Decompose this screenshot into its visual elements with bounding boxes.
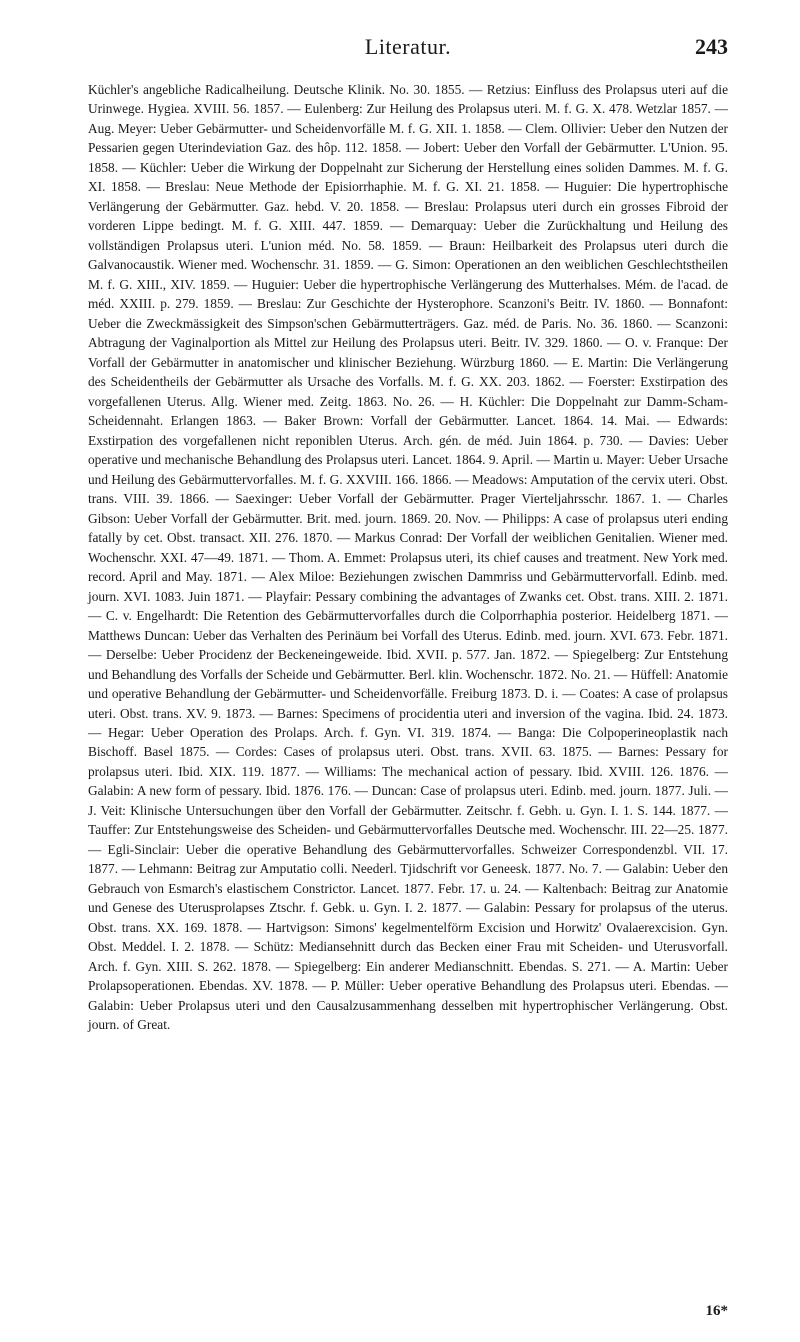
page-number: 243 bbox=[695, 34, 728, 59]
running-head bbox=[88, 34, 728, 64]
bibliography-paragraph: Küchler's angebliche Radicalheilung. Deutsche Klinik. No. 30. 1855. — Retzius: Einfluss des Prolapsus uteri auf die Urinwege. Hygiea. XVIII. 56. 1857. — Eulenberg: Zur Heilung des Prolapsus uteri. M. f. G. X. 478. Wetzlar 1857. — Aug. Meyer: Ueber Gebärmutter- und Scheidenvorfälle M. f. G. XII. 1. 1858. — Clem. Ollivier: Ueber den Nutzen der Pessarien gegen Uterindeviation Gaz. des hôp. 112. 1858. — Jobert: Ueber den Vorfall der Gebärmutter. L'Union. 95. 1858. — Küchler: Ueber die Wirkung der Doppelnaht zur Sicherung der Herstellung eines soliden Dammes. M. f. G. XI. 1858. — Breslau: Neue Methode der Episiorrhaphie. M. f. G. XI. 21. 1858. — Huguier: Die hypertrophische Verlängerung der Gebärmutter. Gaz. hebd. V. 20. 1858. — Breslau: Prolapsus uteri durch ein grosses Fibroid der vorderen Lippe bedingt. M. f. G. XIII. 447. 1859. — Demarquay: Ueber die Zurückhaltung und Heilung des vollständigen Prolapsus uteri. L'union méd. No. 58. 1859. — Braun: Heilbarkeit des Prolapsus uteri durch die Galvanocaustik. Wiener med. Wochenschr. 31. 1859. — G. Simon: Operationen an den weiblichen Geschlechtstheilen M. f. G. XIII., XIV. 1859. — Huguier: Ueber die hypertrophische Verlängerung des Mutterhalses. Mém. de l'acad. de méd. XXIII. p. 279. 1859. — Breslau: Zur Geschichte der Hysterophore. Scanzoni's Beitr. IV. 1860. — Bonnafont: Ueber die Zweckmässigkeit des Simpson'schen Gebärmutterträgers. Gaz. méd. de Paris. No. 36. 1860. — Scanzoni: Abtragung der Vaginalportion als Mittel zur Heilung des Prolapsus uteri. Beitr. IV. 329. 1860. — O. v. Franque: Der Vorfall der Gebärmutter in anatomischer und klinischer Beziehung. Würzburg 1860. — E. Martin: Die Verlängerung des Scheidentheils der Gebärmutter als Ursache des Vorfalls. M. f. G. XX. 203. 1862. — Foerster: Exstirpation des vorgefallenen Uterus. Allg. Wiener med. Zeitg. 1863. No. 26. — H. Küchler: Die Doppelnaht zur Damm-Scham-Scheidennaht. Erlangen 1863. — Baker Brown: Vorfall der Gebärmutter. Lancet. 1864. 14. Mai. — Edwards: Exstirpation des vorgefallenen nicht reponiblen Uterus. Arch. gén. de méd. Juin 1864. p. 730. — Davies: Ueber operative und mechanische Behandlung des Prolapsus uteri. Lancet. 1864. 9. April. — Martin u. Mayer: Ueber Ursache und Heilung des Gebärmuttervorfalles. M. f. G. XXVIII. 166. 1866. — Meadows: Amputation of the cervix uteri. Obst. trans. VIII. 39. 1866. — Saexinger: Ueber Vorfall der Gebärmutter. Prager Vierteljahrsschr. 1867. 1. — Charles Gibson: Ueber Vorfall der Gebärmutter. Brit. med. journ. 1869. 20. Nov. — Philipps: A case of prolapsus uteri ending fatally by cet. Obst. transact. XII. 276. 1870. — Markus Conrad: Der Vorfall der weiblichen Genitalien. Wiener med. Wochenschr. XXI. 47—49. 1871. — Thom. A. Emmet: Prolapsus uteri, its chief causes and treatment. New York med. record. April and May. 1871. — Alex Miloe: Beziehungen zwischen Dammriss und Gebärmuttervorfall. Edinb. med. journ. XVI. 1083. Juin 1871. — Playfair: Pessary combining the advantages of Zwanks cet. Obst. trans. XIII. 2. 1871. — C. v. Engelhardt: Die Retention des Gebärmuttervorfalles durch die Colporrhaphia posterior. Heidelberg 1871. — Matthews Duncan: Ueber das Verhalten des Perinäum bei Vorfall des Uterus. Edinb. med. journ. XVI. 673. Febr. 1871. — Derselbe: Ueber Procidenz der Beckeneingeweide. Ibid. XVII. p. 577. Jan. 1872. — Spiegelberg: Zur Entstehung und Behandlung des Vorfalls der Scheide und Gebärmutter. Berl. klin. Wochenschr. 1872. No. 21. — Hüffell: Anatomie und operative Behandlung der Gebärmutter- und Scheidenvorfälle. Freiburg 1873. D. i. — Coates: A case of prolapsus uteri. Obst. trans. XV. 9. 1873. — Barnes: Specimens of procidentia uteri and inversion of the vagina. Ibid. 24. 1873. — Hegar: Ueber Operation des Prolaps. Arch. f. Gyn. VI. 319. 1874. — Banga: Die Colpoperineoplastik nach Bischoff. Basel 1875. — Cordes: Cases of prolapsus uteri. Obst. trans. XVII. 63. 1875. — Barnes: Pessary for prolapsus uteri. Ibid. XIX. 119. 1877. — Williams: The mechanical action of pessary. Ibid. XVIII. 126. 1876. — Galabin: A new form of pessary. Ibid. 1876. 176. — Duncan: Case of prolapsus uteri. Edinb. med. journ. 1877. Juli. — J. Veit: Klinische Untersuchungen über den Vorfall der Gebärmutter. Zeitschr. f. Gebh. u. Gyn. I. 1. S. 144. 1877. — Tauffer: Zur Entstehungsweise des Scheiden- und Gebärmuttervorfalles Deutsche med. Wochenschr. III. 22—25. 1877. — Egli-Sinclair: Ueber die operative Behandlung des Gebärmuttervorfalles. Schweizer Correspondenzbl. VII. 17. 1877. — Lehmann: Beitrag zur Amputatio colli. Neederl. Tjidschrift vor Geneesk. 1877. No. 7. — Galabin: Ueber den Gebrauch von Esmarch's elastischem Constrictor. Lancet. 1877. Febr. 17. u. 24. — Kaltenbach: Beitrag zur Anatomie und Genese des Uterusprolapses Ztschr. f. Gebk. u. Gyn. I. 2. 1877. — Galabin: Pessary for prolapsus of the uterus. Obst. trans. XX. 169. 1878. — Hartvigson: Simons' kegelmentelförm Excision und Horwitz' Ovalaerexcision. Gyn. Obst. Meddel. I. 2. 1878. — Schütz: Mediansehnitt durch das Becken einer Frau mit Scheiden- und Uterusvorfall. Arch. f. Gyn. XIII. S. 262. 1878. — Spiegelberg: Ein anderer Medianschnitt. Ebendas. S. 271. — A. Martin: Ueber Prolapsoperationen. Ebendas. XV. 1878. — P. Müller: Ueber operative Behandlung des Prolapsus uteri. Ebendas. — Galabin: Ueber Prolapsus uteri und den Causalzusammenhang desselben mit hypertrophischer Verlängerung. Obst. journ. of Great. bbox=[88, 82, 728, 1033]
running-title: Literatur. bbox=[364, 34, 452, 59]
signature-mark: 16* bbox=[705, 1303, 728, 1319]
